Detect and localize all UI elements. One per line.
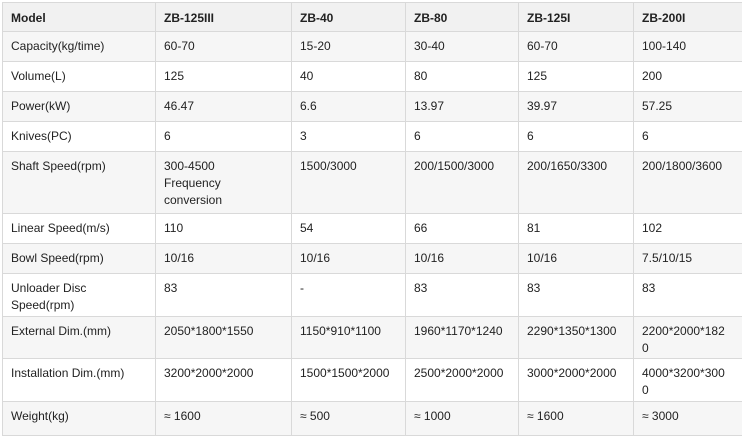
table-row (3, 92, 742, 122)
table-cell: 200/1650/3300 (519, 152, 634, 214)
table-cell: 100-140 (634, 32, 742, 62)
row-parameter-label: External Dim.(mm) (3, 316, 156, 358)
table-cell: ≈ 1000 (406, 401, 519, 435)
table-cell: 200/1800/3600 (634, 152, 742, 214)
table-row (3, 316, 742, 358)
header-model-name: ZB-80 (406, 3, 519, 32)
table-row (3, 152, 742, 214)
table-cell: 1960*1170*1240 (406, 316, 519, 358)
row-parameter-label: Weight(kg) (3, 401, 156, 435)
table-row (3, 122, 742, 152)
header-model-name: ZB-40 (292, 3, 406, 32)
table-cell: 10/16 (292, 244, 406, 274)
spec-table-body (3, 3, 742, 436)
table-row (3, 401, 742, 435)
row-parameter-label: Volume(L) (3, 62, 156, 92)
table-cell: 60-70 (156, 32, 292, 62)
table-row (3, 359, 742, 401)
row-parameter-label: Shaft Speed(rpm) (3, 152, 156, 214)
table-cell: 2290*1350*1300 (519, 316, 634, 358)
table-row (3, 274, 742, 316)
table-cell: 83 (634, 274, 742, 316)
table-cell: - (292, 274, 406, 316)
table-cell: 39.97 (519, 92, 634, 122)
table-cell: 6 (634, 122, 742, 152)
table-cell: 4000*3200*300 0 (634, 359, 742, 401)
row-parameter-label: Bowl Speed(rpm) (3, 244, 156, 274)
table-cell: 102 (634, 214, 742, 244)
table-cell: 2050*1800*1550 (156, 316, 292, 358)
table-cell: 83 (406, 274, 519, 316)
row-parameter-label: Power(kW) (3, 92, 156, 122)
table-row (3, 214, 742, 244)
table-cell: 2200*2000*182 0 (634, 316, 742, 358)
row-parameter-label: Linear Speed(m/s) (3, 214, 156, 244)
table-cell: 54 (292, 214, 406, 244)
header-model-name: ZB-125I (519, 3, 634, 32)
spec-table (2, 2, 742, 436)
table-cell: ≈ 3000 (634, 401, 742, 435)
table-cell: 6 (156, 122, 292, 152)
table-cell: 300-4500 Frequency conversion (156, 152, 292, 214)
table-cell: 10/16 (519, 244, 634, 274)
header-model-name: ZB-200I (634, 3, 742, 32)
table-cell: 6 (519, 122, 634, 152)
table-row (3, 244, 742, 274)
table-cell: 200/1500/3000 (406, 152, 519, 214)
table-cell: 15-20 (292, 32, 406, 62)
table-cell: 1150*910*1100 (292, 316, 406, 358)
table-cell: 83 (519, 274, 634, 316)
table-cell: 3200*2000*2000 (156, 359, 292, 401)
table-cell: 66 (406, 214, 519, 244)
table-cell: 2500*2000*2000 (406, 359, 519, 401)
row-parameter-label: Unloader Disc Speed(rpm) (3, 274, 156, 316)
table-cell: 125 (519, 62, 634, 92)
table-cell: 83 (156, 274, 292, 316)
header-model-name: ZB-125III (156, 3, 292, 32)
table-cell: 40 (292, 62, 406, 92)
table-cell: 46.47 (156, 92, 292, 122)
table-cell: 10/16 (156, 244, 292, 274)
table-row (3, 32, 742, 62)
table-cell: 1500/3000 (292, 152, 406, 214)
table-cell: 1500*1500*2000 (292, 359, 406, 401)
table-cell: 60-70 (519, 32, 634, 62)
table-cell: 6 (406, 122, 519, 152)
table-cell: 125 (156, 62, 292, 92)
table-cell: 13.97 (406, 92, 519, 122)
table-cell: 3000*2000*2000 (519, 359, 634, 401)
table-cell: ≈ 1600 (156, 401, 292, 435)
header-model-label: Model (3, 3, 156, 32)
table-cell: 7.5/10/15 (634, 244, 742, 274)
table-cell: 57.25 (634, 92, 742, 122)
table-cell: 3 (292, 122, 406, 152)
table-cell: ≈ 1600 (519, 401, 634, 435)
table-cell: 80 (406, 62, 519, 92)
table-cell: 81 (519, 214, 634, 244)
table-cell: 30-40 (406, 32, 519, 62)
table-cell: ≈ 500 (292, 401, 406, 435)
table-cell: 200 (634, 62, 742, 92)
row-parameter-label: Capacity(kg/time) (3, 32, 156, 62)
table-header-row (3, 3, 742, 32)
table-row (3, 62, 742, 92)
table-cell: 110 (156, 214, 292, 244)
table-cell: 6.6 (292, 92, 406, 122)
row-parameter-label: Knives(PC) (3, 122, 156, 152)
table-cell: 10/16 (406, 244, 519, 274)
row-parameter-label: Installation Dim.(mm) (3, 359, 156, 401)
